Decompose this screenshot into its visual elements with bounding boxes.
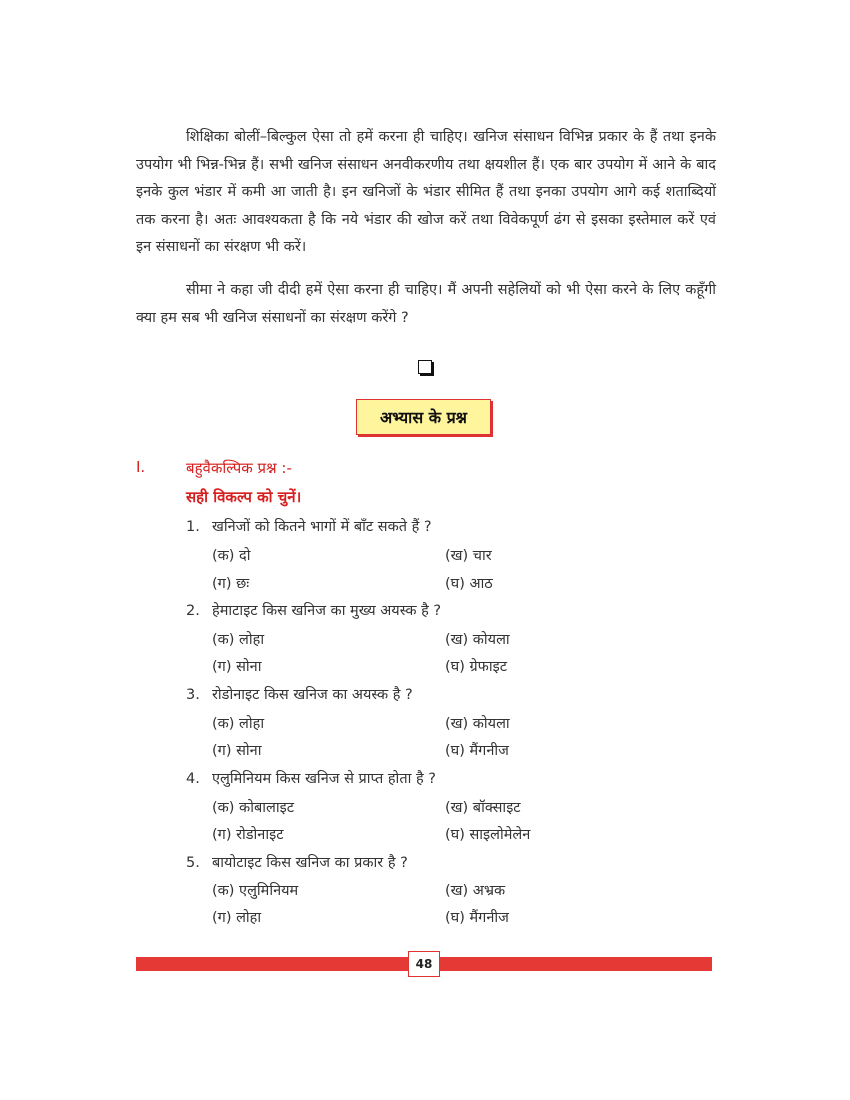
option-d: (घ) आठ [445, 576, 493, 592]
section-instruction: सही विकल्प को चुनें। [186, 488, 302, 506]
option-c: (ग) लोहा [212, 910, 262, 926]
option-c: (ग) सोना [212, 743, 262, 759]
question-number: 3. [186, 687, 200, 703]
option-d: (घ) ग्रेफाइट [445, 659, 508, 675]
option-d: (घ) साइलोमेलेन [445, 827, 531, 843]
option-d: (घ) मैंगनीज [445, 743, 509, 759]
question-number: 5. [186, 855, 200, 871]
question-5 [186, 852, 408, 872]
option-b: (ख) अभ्रक [445, 883, 506, 899]
body-paragraph-1: शिक्षिका बोलीं–बिल्कुल ऐसा तो हमें करना ही चाहिए। खनिज संसाधन विभिन्न प्रकार के हैं तथा इनके उपयोग भी भिन्न-भिन्न हैं। सभी खनिज संसाधन अनवीकरणीय तथा क्षयशील हैं। एक बार उपयोग में आने के बाद इनके कुल भंडार में कमी आ जाती है। इन खनिजों के भंडार सीमित हैं तथा इनका उपयोग आगे कई शताब्दियों तक करना है। अतः आवश्यकता है कि नये भंडार की खोज करें तथा विवेकपूर्ण ढंग से इसका इस्तेमाल करें एवं इन संसाधनों का संरक्षण भी करें। [136, 129, 716, 255]
question-text: हेमाटाइट किस खनिज का मुख्य अयस्क है ? [212, 603, 442, 619]
page-number: 48 [408, 951, 440, 977]
section-end-square-icon [418, 360, 432, 374]
option-b: (ख) कोयला [445, 716, 510, 732]
option-a: (क) कोबालाइट [212, 800, 294, 816]
option-b: (ख) चार [445, 548, 492, 564]
option-d: (घ) मैंगनीज [445, 910, 509, 926]
body-paragraph-2: सीमा ने कहा जी दीदी हमें ऐसा करना ही चाहिए। मैं अपनी सहेलियों को भी ऐसा करने के लिए कहूँगी क्या हम सब भी खनिज संसाधनों का संरक्षण करेंगे ? [136, 282, 716, 326]
question-text: रोडोनाइट किस खनिज का अयस्क है ? [212, 687, 413, 703]
question-2 [186, 600, 441, 620]
section-title: बहुवैकल्पिक प्रश्न :- [186, 459, 292, 477]
question-4 [186, 768, 436, 788]
exercise-heading: अभ्यास के प्रश्न [356, 399, 491, 435]
option-c: (ग) सोना [212, 659, 262, 675]
section-number: I. [136, 458, 146, 476]
question-number: 4. [186, 771, 200, 787]
question-1 [186, 516, 432, 536]
option-b: (ख) बॉक्साइट [445, 800, 521, 816]
option-a: (क) लोहा [212, 716, 265, 732]
option-a: (क) एलुमिनियम [212, 883, 299, 899]
option-c: (ग) रोडोनाइट [212, 827, 284, 843]
question-text: खनिजों को कितने भागों में बाँट सकते हैं ? [212, 519, 432, 535]
question-text: एलुमिनियम किस खनिज से प्राप्त होता है ? [212, 771, 436, 787]
option-a: (क) लोहा [212, 632, 265, 648]
option-c: (ग) छः [212, 576, 250, 592]
option-b: (ख) कोयला [445, 632, 510, 648]
question-text: बायोटाइट किस खनिज का प्रकार है ? [212, 855, 408, 871]
option-a: (क) दो [212, 548, 251, 564]
question-3 [186, 684, 413, 704]
question-number: 2. [186, 603, 200, 619]
question-number: 1. [186, 519, 200, 535]
